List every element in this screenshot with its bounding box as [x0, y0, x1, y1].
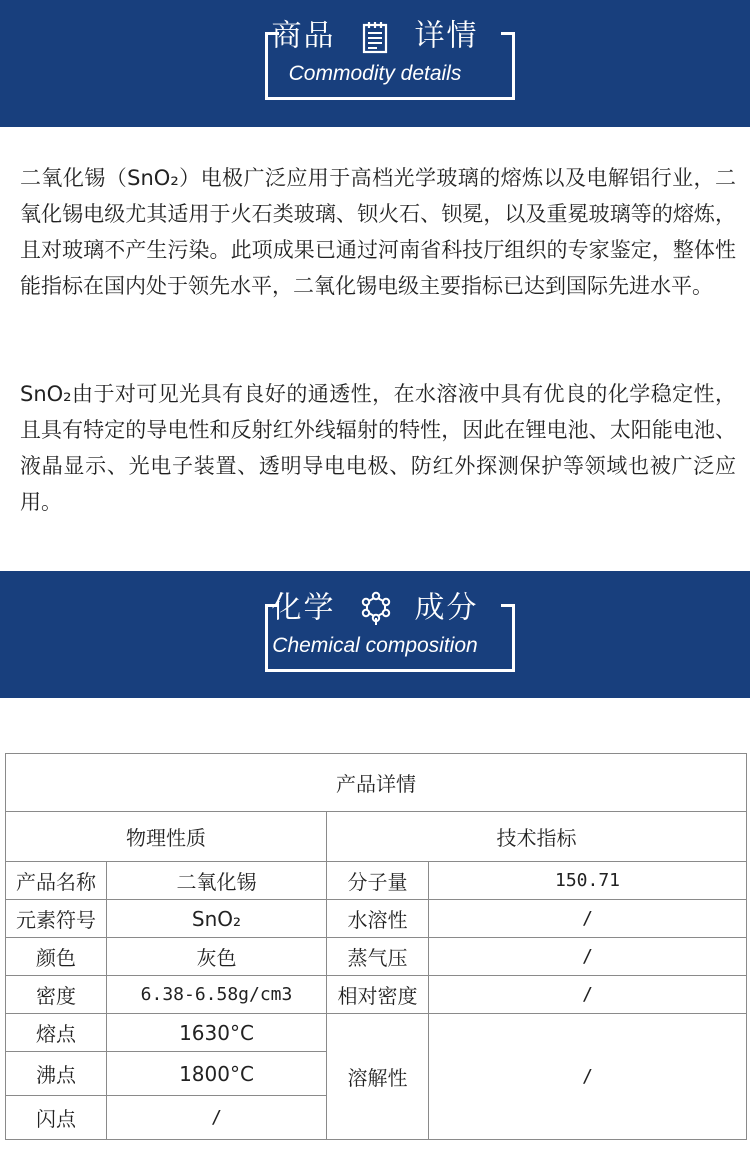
row-value: 1800°C — [107, 1052, 327, 1096]
row-label: 分子量 — [327, 862, 429, 900]
molecule-icon — [357, 591, 393, 627]
row-value: / — [429, 938, 747, 976]
row-label: 相对密度 — [327, 976, 429, 1014]
row-value: 6.38-6.58g/cm3 — [107, 976, 327, 1014]
description-paragraph-2: SnO₂由于对可见光具有良好的通透性，在水溶液中具有优良的化学稳定性，且具有特定的导电性和反射红外线辐射的特性，因此在锂电池、太阳能电池、液晶显示、光电子装置、透明导电电极、防红外探测保护等领域也被广泛应用。 — [20, 382, 736, 514]
row-value: 二氧化锡 — [107, 862, 327, 900]
row-label: 产品名称 — [6, 862, 107, 900]
technical-indicators-header: 技术指标 — [327, 812, 747, 862]
physical-properties-header: 物理性质 — [6, 812, 327, 862]
section-title-left: 商品 — [271, 18, 336, 54]
table-caption: 产品详情 — [6, 754, 747, 812]
section-title-chemical — [0, 590, 750, 627]
row-value: 150.71 — [429, 862, 747, 900]
section-title-right: 详情 — [414, 18, 479, 54]
section-title-left: 化学 — [271, 590, 336, 626]
row-label: 熔点 — [6, 1014, 107, 1052]
row-label: 闪点 — [6, 1096, 107, 1140]
row-label: 元素符号 — [6, 900, 107, 938]
product-spec-table — [5, 753, 747, 1140]
row-value: SnO₂ — [107, 900, 327, 938]
row-label: 水溶性 — [327, 900, 429, 938]
notepad-icon — [357, 19, 393, 55]
row-label: 溶解性 — [327, 1014, 429, 1140]
row-value: 1630°C — [107, 1014, 327, 1052]
section-title-commodity — [0, 18, 750, 55]
description-paragraph-1: 二氧化锡（SnO₂）电极广泛应用于高档光学玻璃的熔炼以及电解铝行业，二氧化锡电级尤其适用于火石类玻璃、钡火石、钡冕，以及重冕玻璃等的熔炼，且对玻璃不产生污染。此项成果已通过河南省科技厅组织的专家鉴定，整体性能指标在国内处于领先水平，二氧化锡电级主要指标已达到国际先进水平。 — [20, 166, 736, 298]
section-subtitle-commodity: Commodity details — [288, 62, 462, 85]
row-label: 颜色 — [6, 938, 107, 976]
row-label: 密度 — [6, 976, 107, 1014]
row-label: 蒸气压 — [327, 938, 429, 976]
row-value: / — [429, 1014, 747, 1140]
row-label: 沸点 — [6, 1052, 107, 1096]
row-value: 灰色 — [107, 938, 327, 976]
row-value: / — [429, 900, 747, 938]
section-subtitle-chemical: Chemical composition — [272, 634, 478, 657]
row-value: / — [429, 976, 747, 1014]
row-value: / — [107, 1096, 327, 1140]
section-title-right: 成分 — [414, 590, 479, 626]
